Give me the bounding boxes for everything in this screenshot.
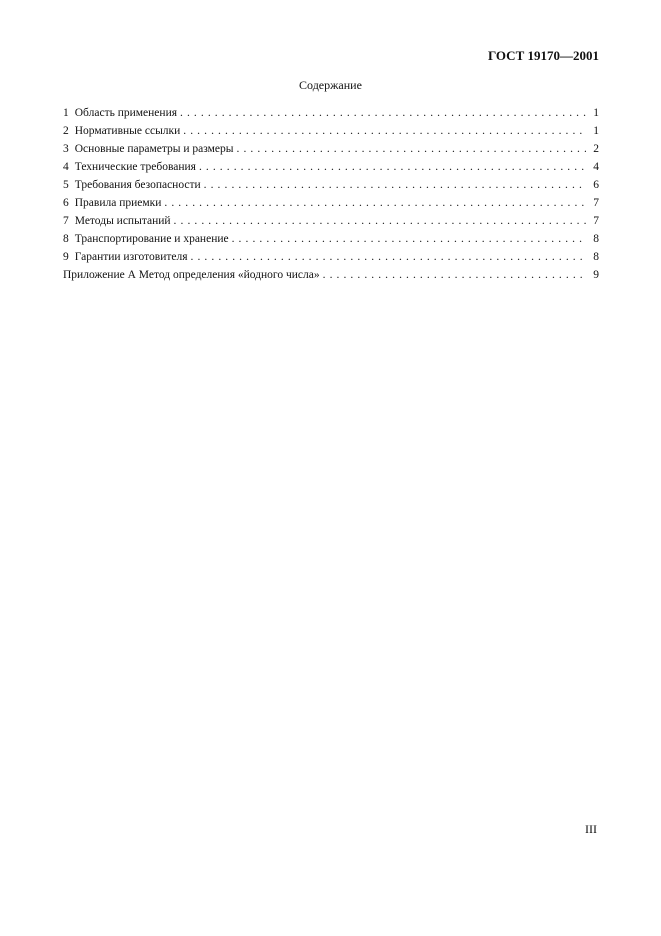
toc-entry[interactable] [63, 176, 599, 194]
toc-entry-page: 1 [593, 107, 599, 119]
toc-entry-page: 1 [593, 125, 599, 137]
document-number: ГОСТ 19170—2001 [487, 48, 599, 63]
toc-entry-page: 4 [593, 161, 599, 173]
dot-leader [174, 212, 586, 230]
toc-entry[interactable] [63, 122, 599, 140]
toc-entry-number: 9 [63, 251, 69, 263]
toc-entry-number: 3 [63, 143, 69, 155]
toc-entry[interactable] [63, 212, 599, 230]
dot-leader [180, 104, 586, 122]
toc-entry-label: Приложение А Метод определения «йодного числа» [63, 269, 320, 281]
toc-entry-label: Транспортирование и хранение [74, 233, 229, 245]
toc-entry-page: 7 [593, 197, 599, 209]
toc-entry-label: Правила приемки [74, 197, 162, 209]
toc-entry-page: 7 [593, 215, 599, 227]
toc-entry-number: 1 [63, 107, 69, 119]
dot-leader [183, 122, 586, 140]
toc-entry-label: Область применения [74, 107, 178, 119]
dot-leader [199, 158, 586, 176]
dot-leader [232, 230, 586, 248]
dot-leader [164, 194, 586, 212]
toc-entry-label: Технические требования [74, 161, 196, 173]
page-number: III [585, 822, 597, 836]
dot-leader [191, 248, 586, 266]
toc-entry-number: 6 [63, 197, 69, 209]
toc-entry-label: Методы испытаний [74, 215, 171, 227]
toc-entry-page: 8 [593, 251, 599, 263]
toc-entry-page: 8 [593, 233, 599, 245]
toc-entry-number: 4 [63, 161, 69, 173]
dot-leader [237, 140, 587, 158]
toc-entry-label: Требования безопасности [74, 179, 201, 191]
toc-entry[interactable] [63, 194, 599, 212]
toc-entry[interactable] [63, 230, 599, 248]
toc-entry-label: Нормативные ссылки [74, 125, 181, 137]
toc-entry-label: Гарантии изготовителя [74, 251, 188, 263]
toc-entry-number: 5 [63, 179, 69, 191]
toc-entry[interactable] [63, 104, 599, 122]
toc-entry-page: 2 [593, 143, 599, 155]
table-of-contents [63, 104, 599, 284]
toc-entry[interactable] [63, 158, 599, 176]
toc-entry-page: 6 [593, 179, 599, 191]
toc-entry[interactable] [63, 266, 599, 284]
toc-entry-number: 2 [63, 125, 69, 137]
dot-leader [204, 176, 586, 194]
toc-entry-number: 7 [63, 215, 69, 227]
toc-entry-page: 9 [593, 269, 599, 281]
toc-entry-number: 8 [63, 233, 69, 245]
toc-entry[interactable] [63, 140, 599, 158]
page-title: Содержание [299, 78, 362, 92]
toc-entry-label: Основные параметры и размеры [74, 143, 234, 155]
dot-leader [323, 266, 586, 284]
toc-entry[interactable] [63, 248, 599, 266]
